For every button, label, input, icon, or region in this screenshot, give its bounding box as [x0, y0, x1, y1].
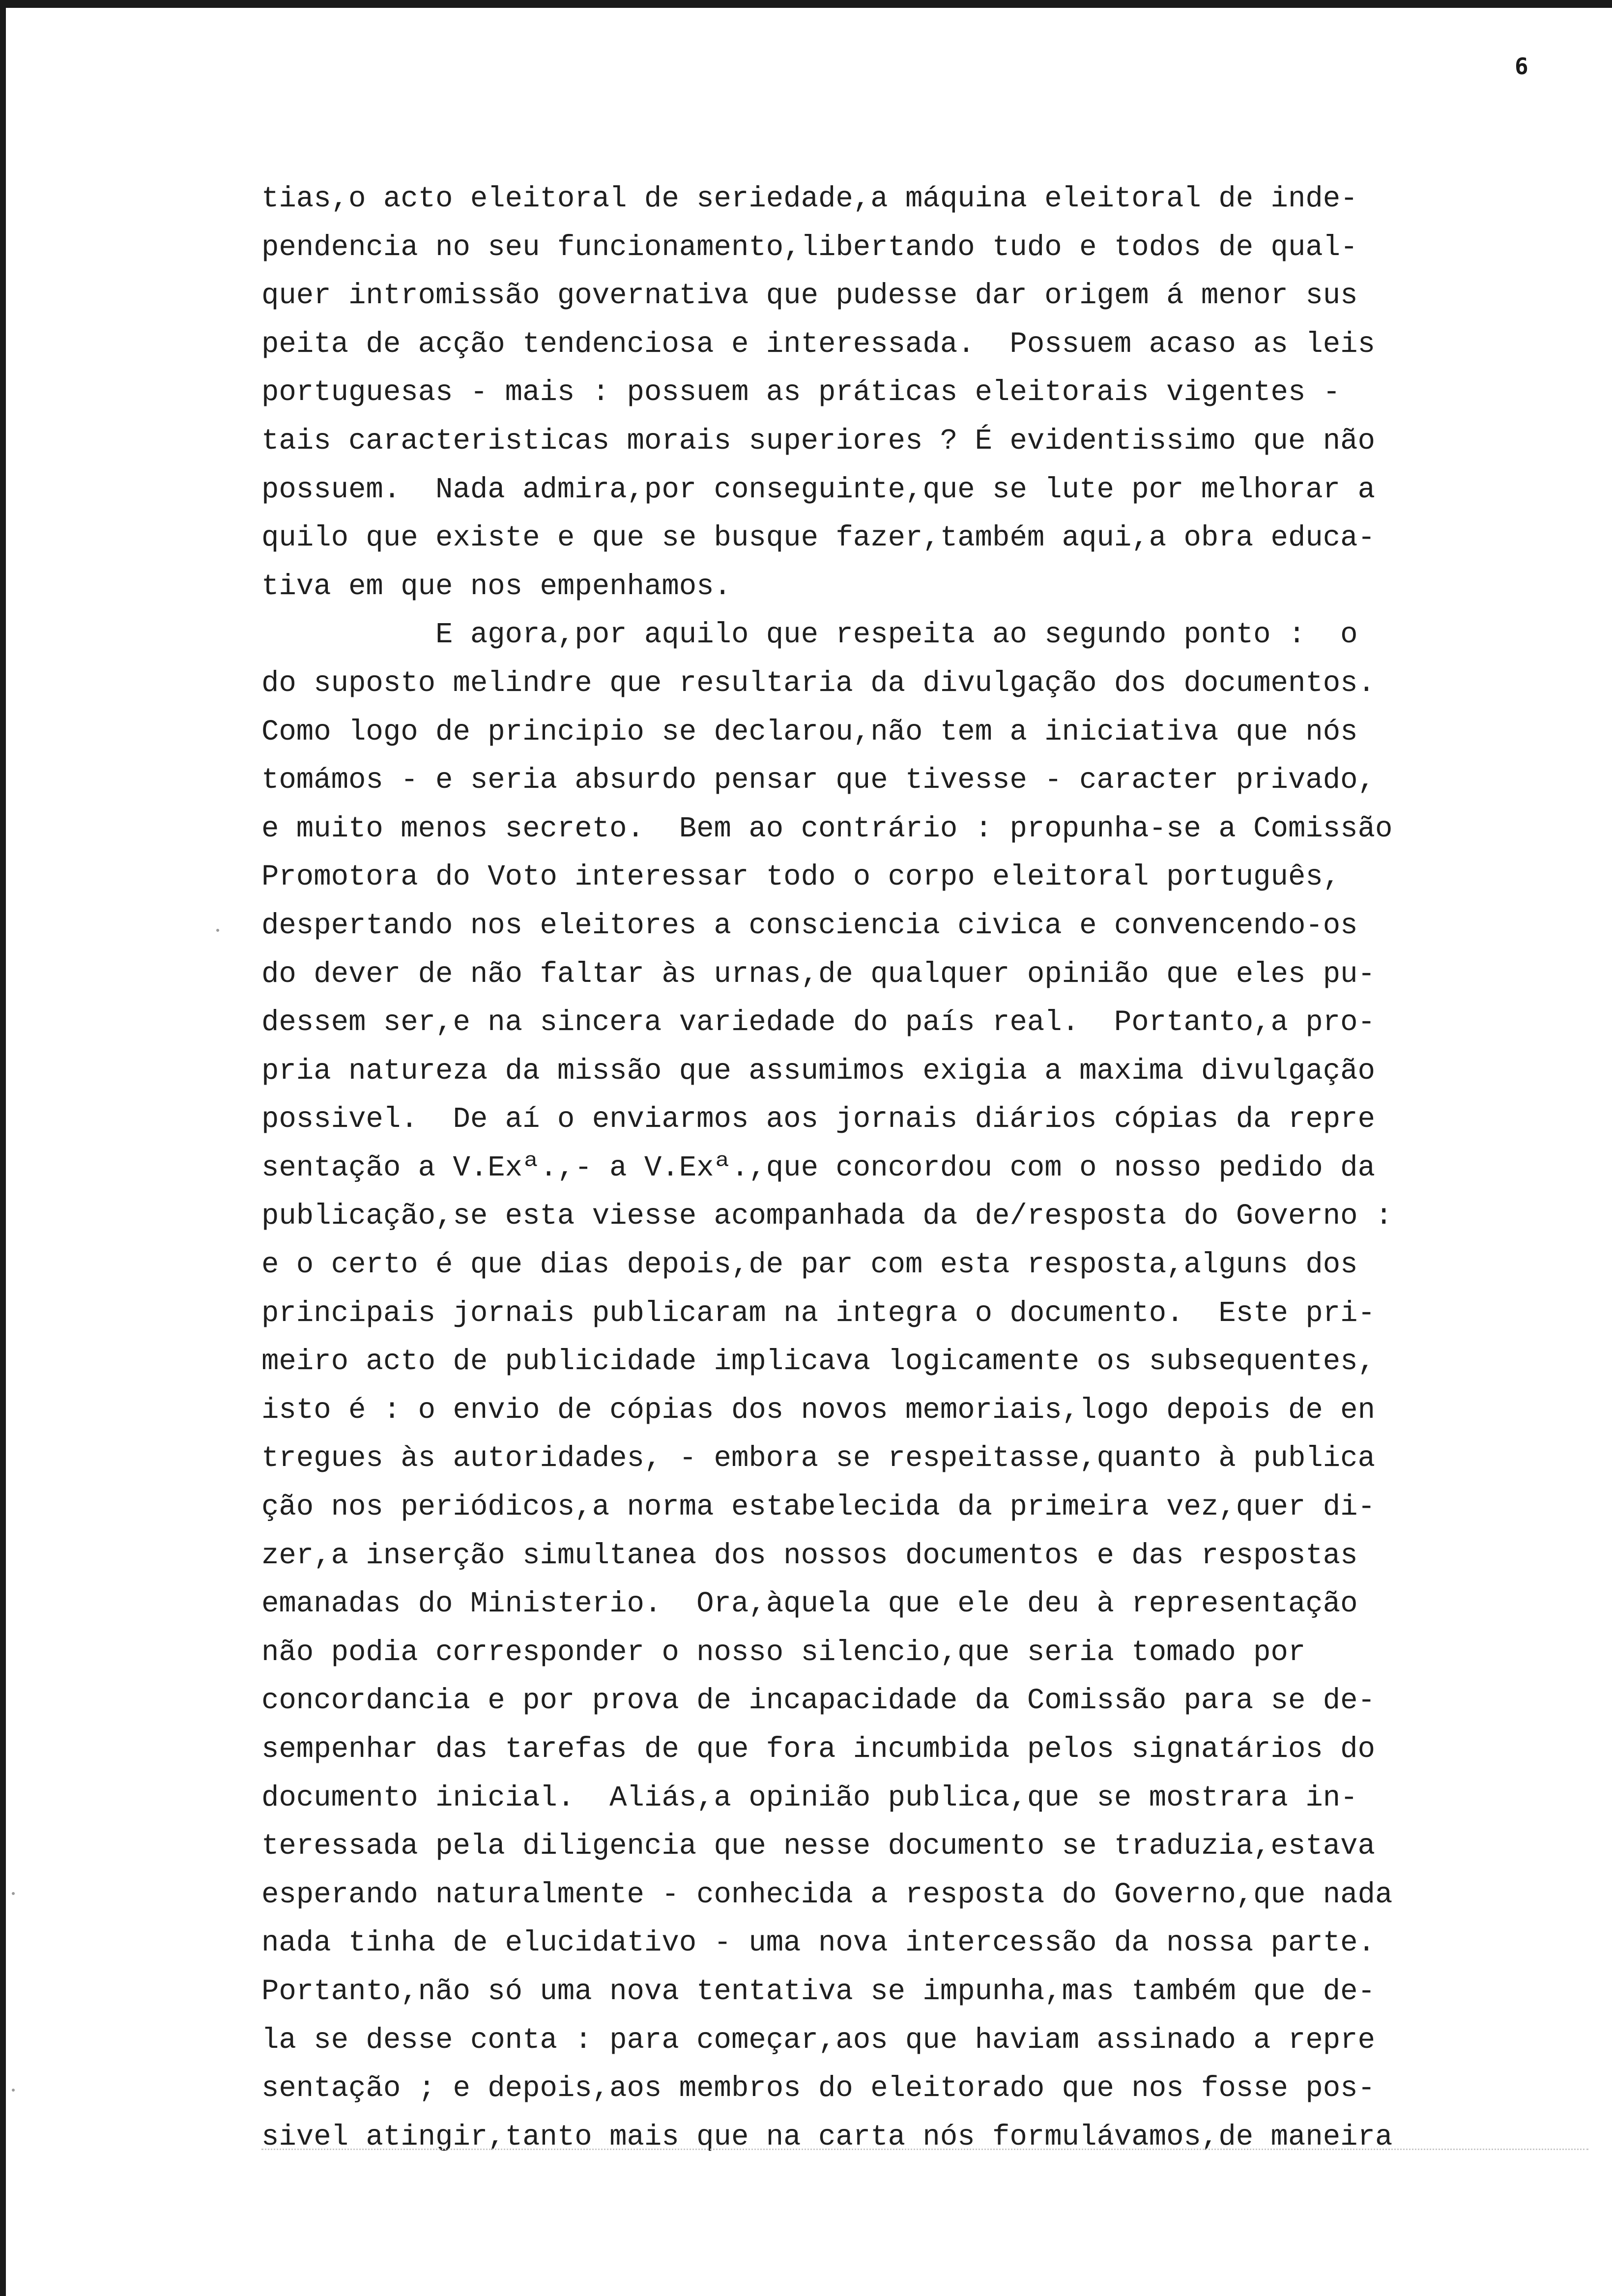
text-line: do dever de não faltar às urnas,de qualquer opinião que eles pu- — [261, 957, 1375, 991]
text-line: possivel. De aí o enviarmos aos jornais diários cópias da repre — [261, 1103, 1375, 1136]
text-line: despertando nos eleitores a consciencia civica e convencendo-os — [261, 909, 1358, 942]
text-line: quer intromissão governativa que pudesse dar origem á menor sus — [261, 279, 1358, 313]
text-line: sentação ; e depois,aos membros do eleitorado que nos fosse pos- — [261, 2072, 1375, 2105]
text-line: sivel atingir,tanto mais que na carta nós formulávamos,de maneira — [261, 2120, 1393, 2153]
text-line: possuem. Nada admira,por conseguinte,que se lute por melhorar a — [261, 473, 1375, 506]
scan-left-edge — [0, 0, 6, 2296]
text-line: tiva em que nos empenhamos. — [261, 570, 731, 603]
text-line: la se desse conta : para começar,aos que haviam assinado a repre — [261, 2023, 1375, 2057]
text-line: Promotora do Voto interessar todo o corpo eleitoral português, — [261, 861, 1341, 894]
text-line: documento inicial. Aliás,a opinião publica,que se mostrara in- — [261, 1781, 1358, 1814]
bottom-faint-rule — [261, 2149, 1588, 2150]
text-line: portuguesas - mais : possuem as práticas eleitorais vigentes - — [261, 376, 1341, 409]
text-line: E agora,por aquilo que respeita ao segundo ponto : o — [261, 618, 1358, 652]
text-line: sentação a V.Exª.,- a V.Exª.,que concordou com o nosso pedido da — [261, 1151, 1375, 1184]
text-line: tias,o acto eleitoral de seriedade,a máquina eleitoral de inde- — [261, 182, 1358, 215]
text-line: principais jornais publicaram na integra o documento. Este pri- — [261, 1296, 1375, 1330]
text-line: concordancia e por prova de incapacidade da Comissão para se de- — [261, 1684, 1375, 1718]
scan-top-edge — [0, 0, 1612, 8]
margin-speck — [12, 1892, 15, 1895]
text-line: sempenhar das tarefas de que fora incumbida pelos signatários do — [261, 1733, 1375, 1766]
text-line: tais caracteristicas morais superiores ? É evidentissimo que não — [261, 424, 1375, 458]
text-line: nada tinha de elucidativo - uma nova intercessão da nossa parte. — [261, 1926, 1375, 1960]
text-line: isto é : o envio de cópias dos novos memoriais,logo depois de en — [261, 1393, 1375, 1427]
text-line: pendencia no seu funcionamento,libertando tudo e todos de qual- — [261, 230, 1358, 264]
text-line: Como logo de principio se declarou,não tem a iniciativa que nós — [261, 715, 1358, 748]
text-line: meiro acto de publicidade implicava logicamente os subsequentes, — [261, 1345, 1375, 1378]
margin-speck — [216, 929, 219, 932]
text-line: tregues às autoridades, - embora se respeitasse,quanto à publica — [261, 1442, 1375, 1475]
text-line: peita de acção tendenciosa e interessada. Possuem acaso as leis — [261, 327, 1375, 361]
text-line: tomámos - e seria absurdo pensar que tivesse - caracter privado, — [261, 764, 1375, 797]
text-line: do suposto melindre que resultaria da divulgação dos documentos. — [261, 666, 1375, 700]
text-line: não podia corresponder o nosso silencio,que seria tomado por — [261, 1636, 1306, 1669]
text-line: Portanto,não só uma nova tentativa se impunha,mas também que de- — [261, 1975, 1375, 2008]
margin-speck — [12, 2089, 15, 2092]
text-line: dessem ser,e na sincera variedade do país real. Portanto,a pro- — [261, 1006, 1375, 1039]
text-line: teressada pela diligencia que nesse documento se traduzia,estava — [261, 1830, 1375, 1863]
text-line: pria natureza da missão que assumimos exigia a maxima divulgação — [261, 1054, 1375, 1088]
text-line: e o certo é que dias depois,de par com esta resposta,alguns dos — [261, 1248, 1358, 1282]
typewritten-body-text — [261, 175, 1520, 2161]
text-line: zer,a inserção simultanea dos nossos documentos e das respostas — [261, 1539, 1358, 1572]
text-line: esperando naturalmente - conhecida a resposta do Governo,que nada — [261, 1878, 1393, 1911]
text-line: e muito menos secreto. Bem ao contrário : propunha-se a Comissão — [261, 812, 1393, 845]
page-number: 6 — [1515, 53, 1528, 80]
text-line: publicação,se esta viesse acompanhada da de/resposta do Governo : — [261, 1200, 1393, 1233]
text-line: ção nos periódicos,a norma estabelecida da primeira vez,quer di- — [261, 1491, 1375, 1524]
text-line: quilo que existe e que se busque fazer,também aqui,a obra educa- — [261, 521, 1375, 555]
text-line: emanadas do Ministerio. Ora,àquela que ele deu à representação — [261, 1587, 1358, 1621]
